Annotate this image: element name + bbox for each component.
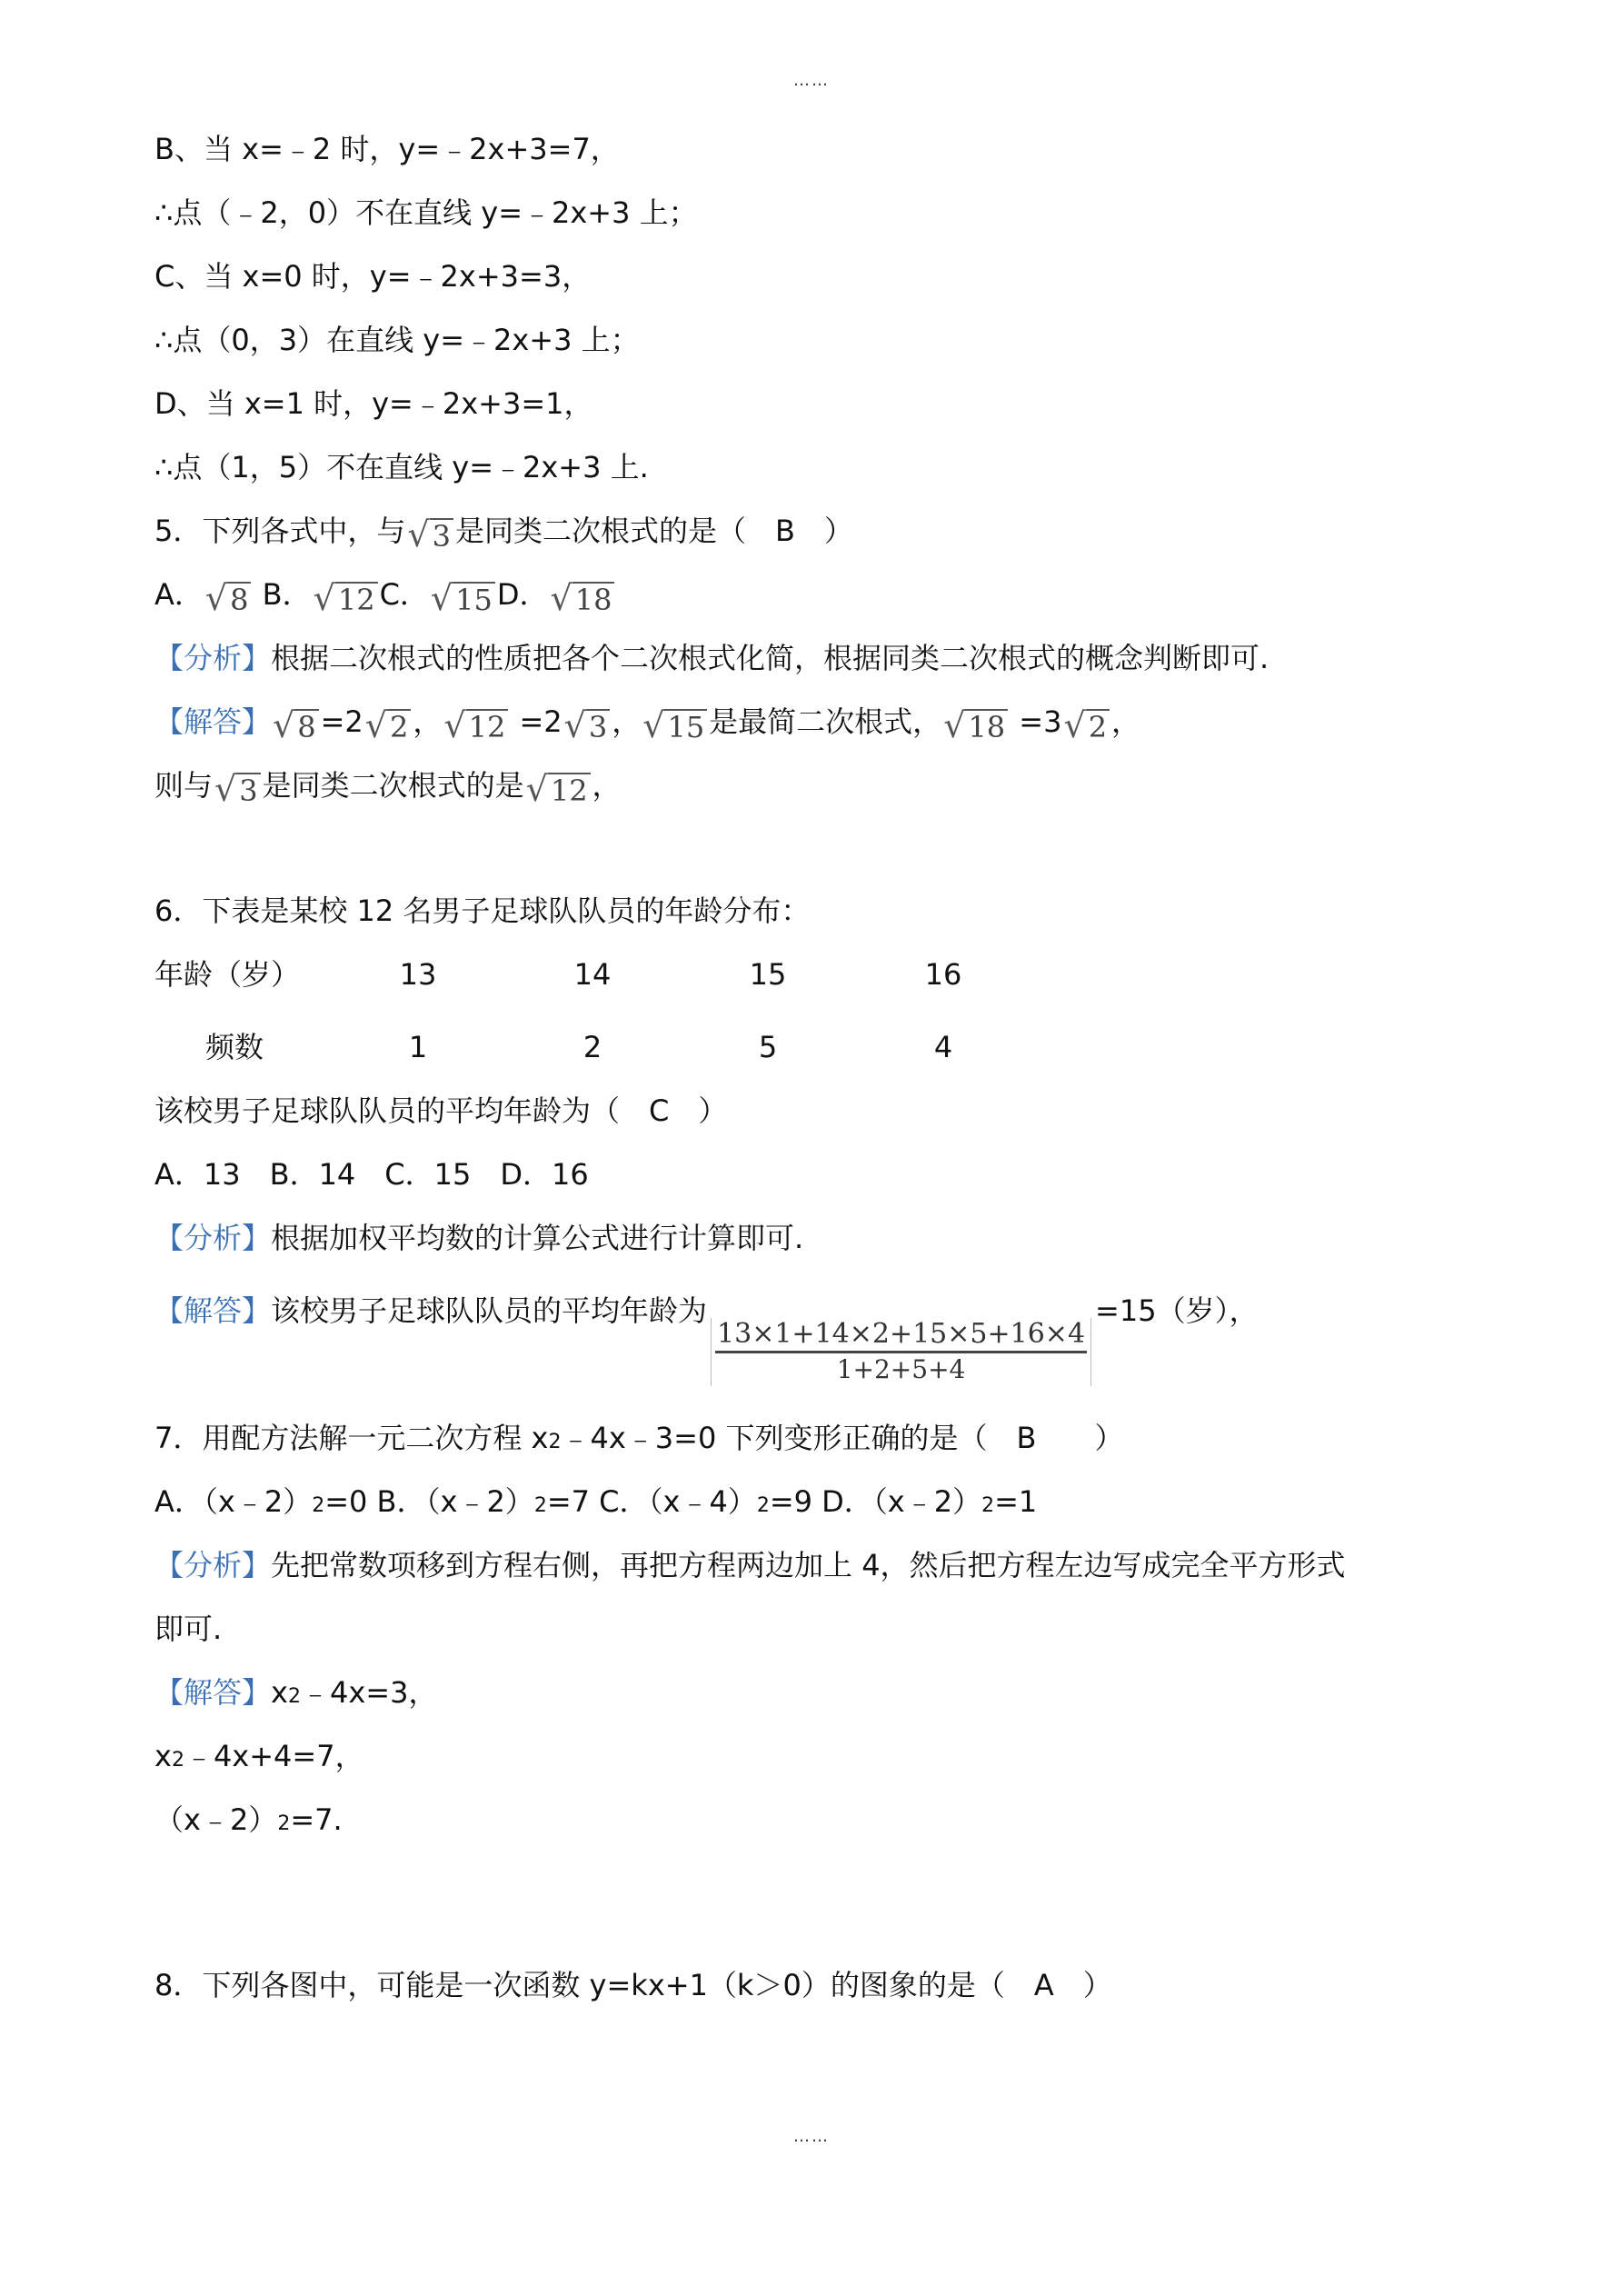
q7-exponent: 2 (548, 1431, 562, 1453)
q5-eq2: =2 (510, 704, 563, 739)
q7-exponent: 2 (312, 1494, 325, 1517)
q6-stem: 6．下表是某校 12 名男子足球队队员的年龄分布： (154, 893, 811, 928)
q6-freq-cell: 1 (408, 1030, 428, 1064)
q6-age-cell: 15 (749, 957, 787, 992)
q6-age-cell: 14 (573, 957, 612, 992)
sqrt-3: √ 3 (214, 771, 261, 807)
q7-exponent: 2 (171, 1749, 184, 1772)
q4-d-line: D、当 x=1 时，y=﹣2x+3=1， (154, 386, 593, 421)
sqrt-8: √ 8 (273, 707, 319, 744)
sqrt-18: √ 18 (943, 707, 1008, 744)
sqrt-15: √ 15 (431, 580, 495, 616)
q7-exponent: 2 (277, 1812, 291, 1835)
q5-sep2: ， (612, 704, 642, 739)
sqrt-3: √ 3 (407, 516, 453, 553)
q5-opt-d-label: D． (496, 577, 549, 612)
q7-step1-b: ﹣4x=3， (300, 1675, 438, 1710)
q6-question: 该校男子足球队队员的平均年龄为（ C ） (154, 1093, 728, 1128)
q6-row2-label: 频数 (205, 1030, 264, 1064)
sqrt-12: √ 12 (314, 580, 378, 616)
analysis-tag: 【分析】 (154, 1548, 272, 1582)
q5-stem-a: 5．下列各式中，与 (154, 514, 406, 548)
header-dots: …… (793, 71, 830, 90)
q6-answer-text: 该校男子足球队队员的平均年龄为 (271, 1293, 708, 1328)
q7-opt-d-end: =1 (994, 1484, 1038, 1519)
q6-answer (154, 1291, 1259, 1386)
q4-d-conclusion: ∴点（1，5）不在直线 y=﹣2x+3 上. (154, 450, 649, 484)
q4-b-line: B、当 x=﹣2 时，y=﹣2x+3=7， (154, 132, 620, 166)
q6-answer-result: =15（岁）， (1095, 1293, 1259, 1328)
q7-exponent: 2 (533, 1494, 547, 1517)
fraction-numerator: 13×1+14×2+15×5+16×4 (715, 1318, 1087, 1353)
q7-answer-step3 (154, 1800, 343, 1844)
q7-opt-b: =0 B．（x﹣2） (324, 1484, 534, 1519)
sqrt-18: √ 18 (551, 580, 615, 616)
q7-opt-d: =9 D．（x﹣2） (769, 1484, 982, 1519)
q5-stem (154, 511, 853, 553)
q7-stem-b: ﹣4x﹣3=0 下列变形正确的是（ B ） (561, 1421, 1124, 1455)
q7-answer-step2 (154, 1736, 364, 1781)
q5-eq4: =3 (1010, 704, 1062, 739)
q7-stem (154, 1418, 1123, 1462)
q5-opt-b-label: B． (253, 577, 312, 612)
q6-options: A．13 B．14 C．15 D．16 (154, 1157, 589, 1192)
q7-analysis-text: 先把常数项移到方程右侧，再把方程两边加上 4，然后把方程左边写成完全平方形式 (271, 1548, 1346, 1582)
q5-conclusion (154, 765, 622, 807)
q6-row1-label: 年龄（岁） (154, 957, 301, 992)
q5-sep3: ， (1111, 704, 1141, 739)
q7-opt-c: =7 C．（x﹣4） (546, 1484, 757, 1519)
q7-exponent: 2 (756, 1494, 770, 1517)
q5-then-a: 则与 (154, 768, 214, 803)
q4-c-conclusion: ∴点（0，3）在直线 y=﹣2x+3 上； (154, 323, 640, 357)
q5-analysis (154, 638, 1269, 678)
q5-then-b: 是同类二次根式的是 (262, 768, 524, 803)
q6-age-cell: 13 (399, 957, 437, 992)
q6-age-cell: 16 (924, 957, 962, 992)
q6-freq-cell: 4 (933, 1030, 953, 1064)
q6-freq-cell: 5 (758, 1030, 778, 1064)
sqrt-2: √ 2 (365, 707, 412, 744)
q5-eq1: =2 (320, 704, 363, 739)
q6-analysis (154, 1218, 803, 1258)
q8-stem: 8．下列各图中，可能是一次函数 y=kx+1（k＞0）的图象的是（ A ） (154, 1968, 1112, 2002)
q7-exponent: 2 (981, 1494, 995, 1517)
q5-stem-b: 是同类二次根式的是（ B ） (454, 514, 853, 548)
answer-tag: 【解答】 (154, 1293, 272, 1328)
sqrt-12: √ 12 (443, 707, 508, 744)
q4-c-line: C、当 x=0 时，y=﹣2x+3=3， (154, 259, 592, 294)
sqrt-2: √ 2 (1063, 707, 1110, 744)
q5-sep1: ， (413, 704, 443, 739)
q6-freq-cell: 2 (582, 1030, 602, 1064)
q7-analysis-cont: 即可. (154, 1612, 223, 1646)
weighted-mean-fraction (711, 1318, 1091, 1386)
answer-tag: 【解答】 (154, 1675, 272, 1710)
q7-opt-a: A．（x﹣2） (154, 1484, 313, 1519)
sqrt-3: √ 3 (564, 707, 611, 744)
q7-step2-b: ﹣4x+4=7， (184, 1739, 364, 1773)
sqrt-15: √ 15 (642, 707, 707, 744)
q7-step3-a: （x﹣2） (154, 1802, 278, 1837)
q7-options (154, 1482, 1037, 1526)
q4-b-conclusion: ∴点（﹣2，0）不在直线 y=﹣2x+3 上； (154, 195, 698, 230)
q5-options (154, 574, 616, 616)
sqrt-8: √ 8 (205, 580, 252, 616)
q7-step3-b: =7. (290, 1802, 343, 1837)
q5-eq3: 是最简二次根式， (709, 704, 942, 739)
sqrt-12: √ 12 (526, 771, 591, 807)
q7-exponent: 2 (287, 1685, 301, 1708)
q5-opt-c-label: C． (379, 577, 429, 612)
analysis-tag: 【分析】 (154, 1221, 272, 1255)
q7-analysis (154, 1545, 1346, 1585)
q5-analysis-text: 根据二次根式的性质把各个二次根式化简，根据同类二次根式的概念判断即可. (271, 641, 1270, 675)
analysis-tag: 【分析】 (154, 641, 272, 675)
fraction-denominator: 1+2+5+4 (836, 1354, 966, 1384)
q7-step2-a: x (154, 1739, 172, 1773)
q7-answer-step1 (154, 1672, 437, 1717)
q5-opt-a-label: A． (154, 577, 204, 612)
q7-stem-a: 7．用配方法解一元二次方程 x (154, 1421, 549, 1455)
answer-tag: 【解答】 (154, 704, 272, 739)
q7-step1-a: x (271, 1675, 288, 1710)
q5-answer (154, 702, 1140, 744)
q5-then-c: ， (592, 768, 622, 803)
footer-dots: …… (793, 2127, 830, 2146)
q6-analysis-text: 根据加权平均数的计算公式进行计算即可. (271, 1221, 804, 1255)
